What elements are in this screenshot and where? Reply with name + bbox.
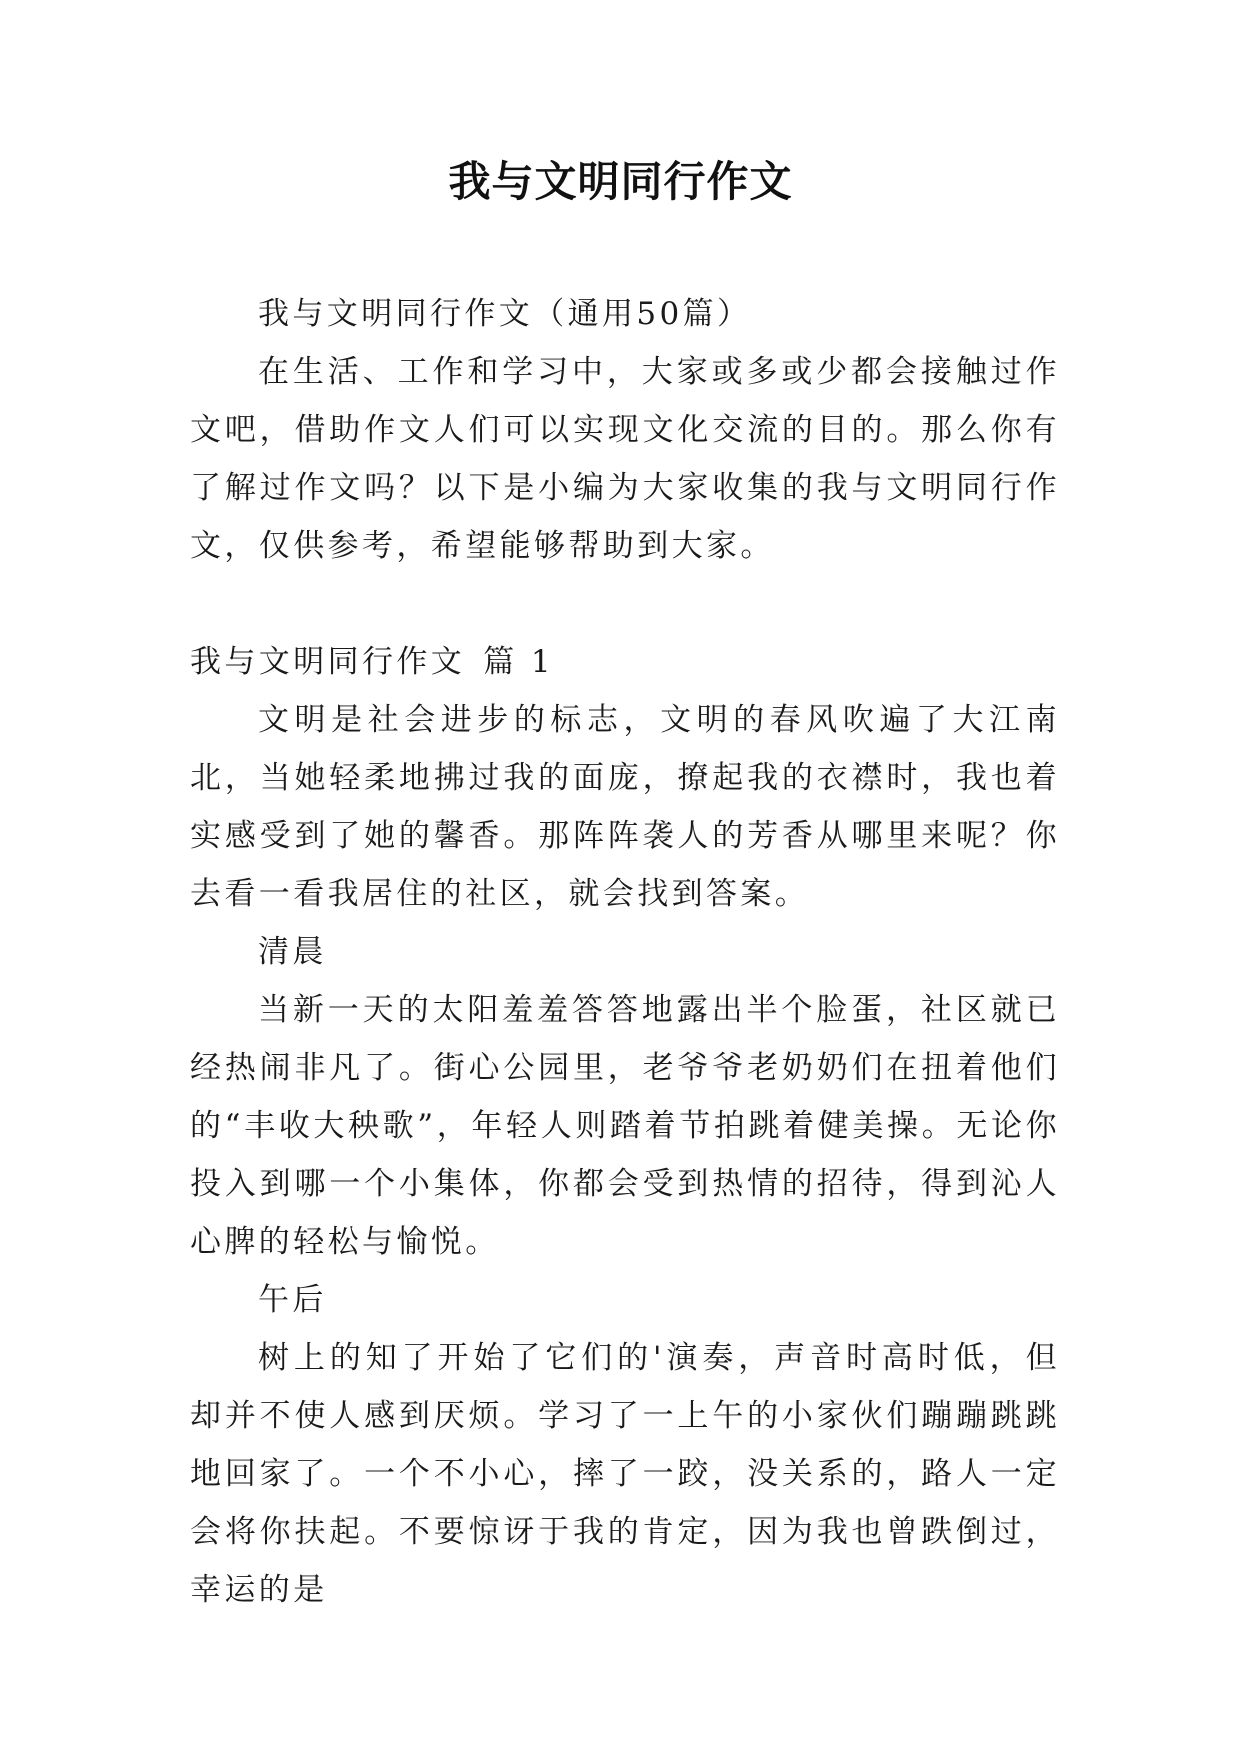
- section-heading-text: 我与文明同行作文: [190, 644, 466, 680]
- body-paragraph: 当新一天的太阳羞羞答答地露出半个脸蛋，社区就已经热闹非凡了。街心公园里，老爷爷老奶奶们在扭着他们的“丰收大秧歌”，年轻人则踏着节拍跳着健美操。无论你投入到哪一个小集体，你都会受到热情的招待，得到沁人心脾的轻松与愉悦。: [190, 992, 1060, 1260]
- document-title: 我与文明同行作文: [448, 157, 793, 206]
- section-heading: [190, 633, 1060, 691]
- body-paragraph: 文明是社会进步的标志，文明的春风吹遍了大江南北，当她轻柔地拂过我的面庞，撩起我的衣襟时，我也着实感受到了她的馨香。那阵阵袭人的芳香从哪里来呢？你去看一看我居住的社区，就会找到答案。: [190, 702, 1060, 912]
- subheading-morning: 清晨: [258, 934, 327, 970]
- section-number: 篇 1: [483, 644, 554, 680]
- subheading-afternoon: 午后: [258, 1282, 327, 1318]
- body-paragraph: 树上的知了开始了它们的'演奏，声音时高时低，但却并不使人感到厌烦。学习了一上午的小家伙们蹦蹦跳跳地回家了。一个不小心，摔了一跤，没关系的，路人一定会将你扶起。不要惊讶于我的肯定，因为我也曾跌倒过，幸运的是: [190, 1340, 1060, 1608]
- document-subtitle: 我与文明同行作文（通用50篇）: [258, 296, 752, 332]
- intro-paragraph: 在生活、工作和学习中，大家或多或少都会接触过作文吧，借助作文人们可以实现文化交流的目的。那么你有了解过作文吗？以下是小编为大家收集的我与文明同行作文，仅供参考，希望能够帮助到大家。: [190, 354, 1060, 564]
- section-spacer: [190, 575, 1060, 633]
- document-body: [190, 285, 1060, 1619]
